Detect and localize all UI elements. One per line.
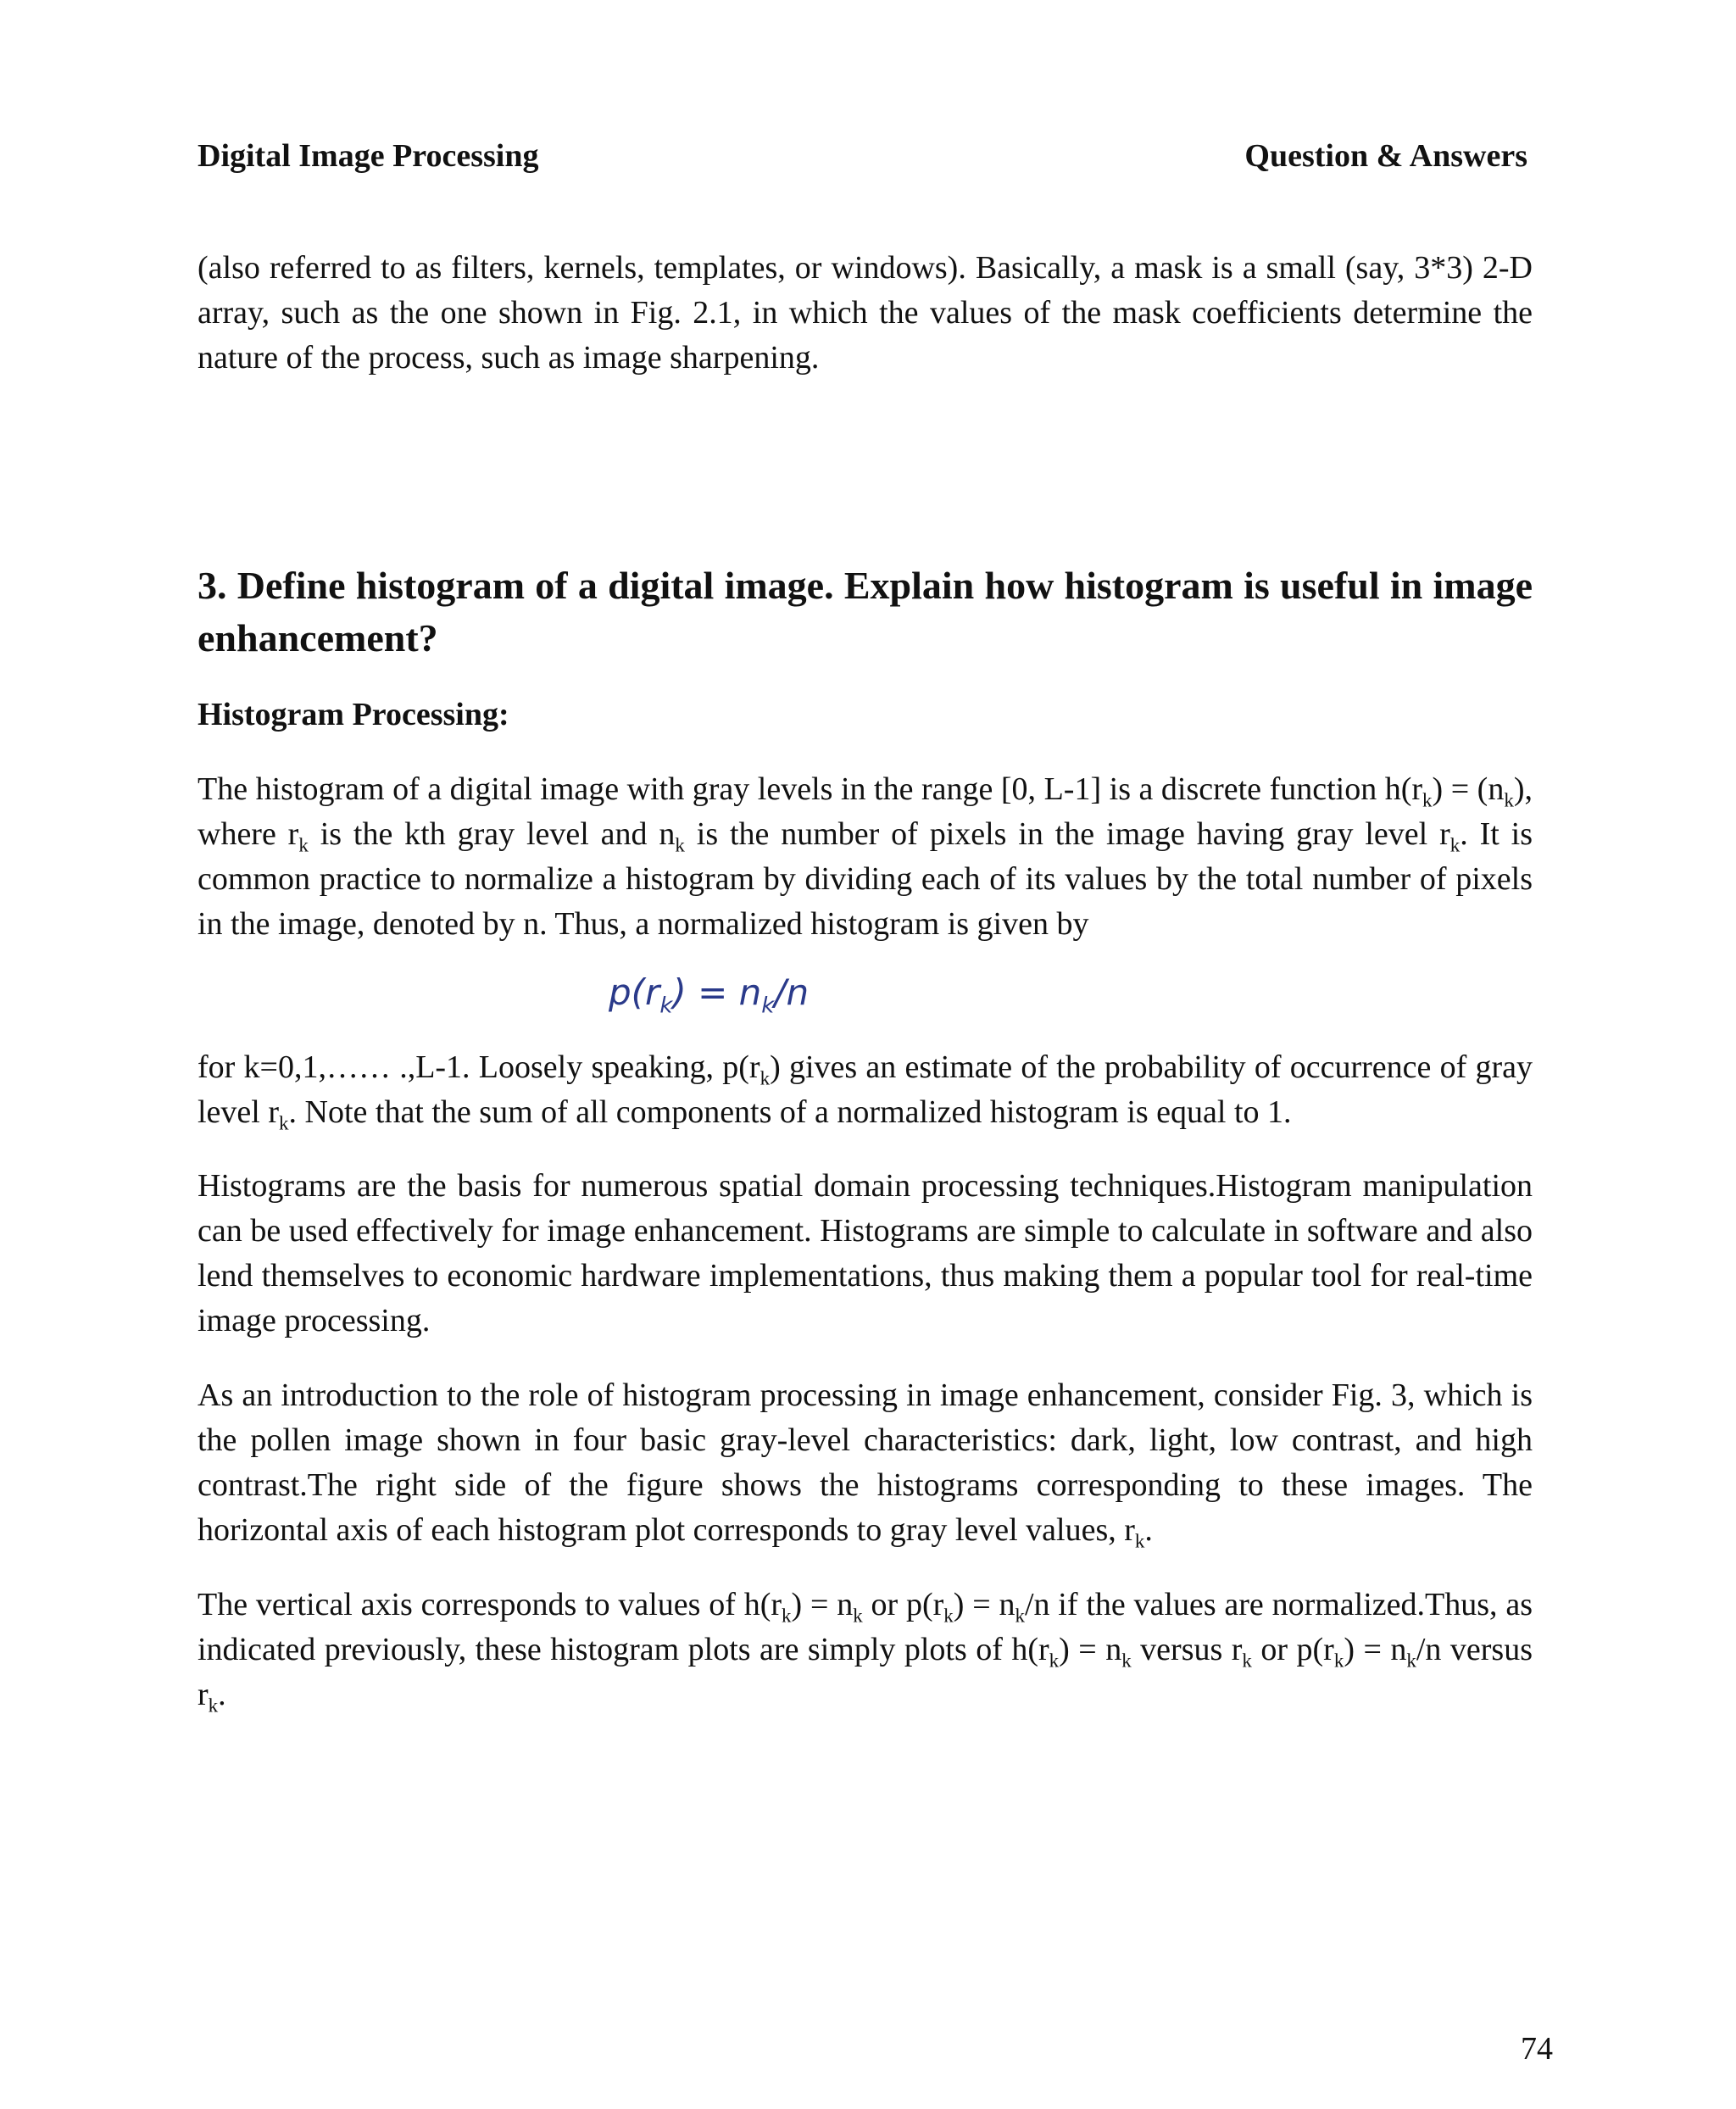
histogram-uses-paragraph: Histograms are the basis for numerous spatial domain processing techniques.Histogram manipulation can be used effectively for image enhancement. Histograms are simple to calculate in software and also lend themselves to economic hardware implementations, thus making them a popular tool for real-time image processing. <box>198 1168 1533 1338</box>
running-header-title: Digital Image Processing <box>198 138 539 174</box>
introduction-paragraph: As an introduction to the role of histogram processing in image enhancement, consider Fig. 3, which is the pollen image shown in four basic gray-level characteristics: dark, light, low contrast, and high contrast.The right side of the figure shows the histograms corresponding to these images. The horizontal axis of each histogram plot corresponds to gray level values, $r_k$. <box>198 1377 1533 1552</box>
normalized-histogram-formula: $p(r_k) = n_k/n$ <box>609 971 810 1019</box>
question-title: 3. Define histogram of a digital image. Explain how histogram is useful in image enhancement? <box>198 564 1533 659</box>
definition-paragraph: The histogram of a digital image with gray levels in the range [0, L-1] is a discrete function $h(r_k) = (n_k)$, where $r_k$ is the kth gray level and $n_k$ is the number of pixels in the image having gray level $r_k$. It is common practice to normalize a histogram by dividing each of its values by the total number of pixels in the image, denoted by n. Thus, a normalized histogram is given by <box>198 771 1533 942</box>
section-subtitle: Histogram Processing: <box>198 697 509 732</box>
vertical-axis-paragraph: The vertical axis corresponds to values of $h(r_k) = n_k$ or $p(r_k) = n_k/n$ if the values are normalized.Thus, as indicated previously, these histogram plots are simply plots of $h(r_k) = n_k$ versus $r_k$ or $p(r_k) = n_k/n$ versus $r_k$. <box>198 1587 1533 1717</box>
page-number: 74 <box>1521 2031 1553 2067</box>
running-header-section: Question & Answers <box>1244 138 1527 174</box>
probability-paragraph: for k=0,1,…… .,L-1. Loosely speaking, $p(r_k)$ gives an estimate of the probability of occurrence of gray level $r_k$. Note that the sum of all components of a normalized histogram is equal to 1. <box>198 1049 1533 1134</box>
intro-paragraph: (also referred to as filters, kernels, templates, or windows). Basically, a mask is a small (say, 3*3) 2-D array, such as the one shown in Fig. 2.1, in which the values of the mask coefficients determine the nature of the process, such as image sharpening. <box>198 250 1533 376</box>
